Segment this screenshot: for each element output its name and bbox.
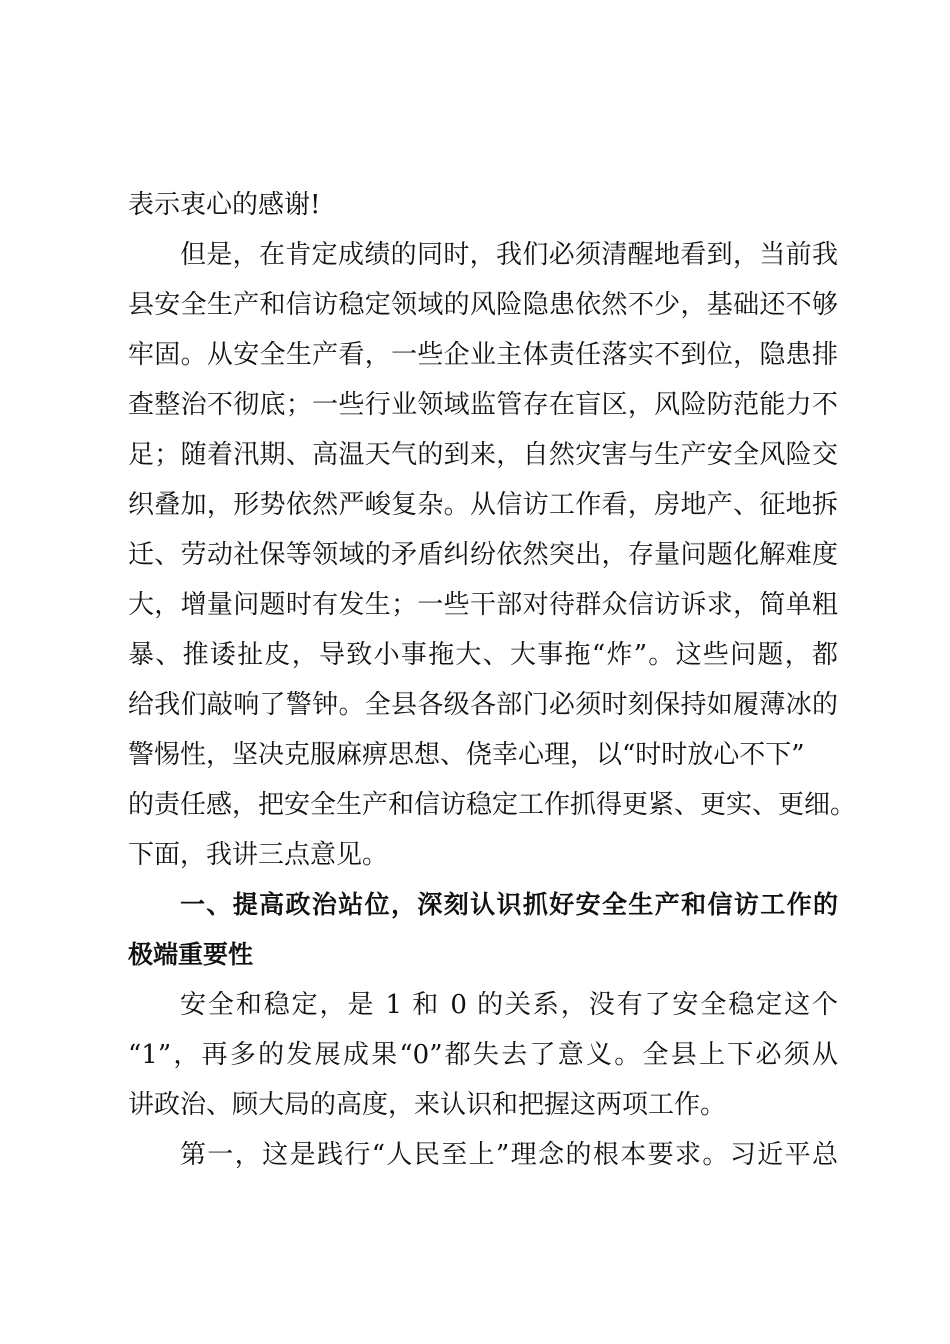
paragraph-line: 牢固。从安全生产看，一些企业主体责任落实不到位，隐患排: [128, 340, 838, 370]
paragraph-line: 的责任感，把安全生产和信访稳定工作抓得更紧、更实、更细。: [128, 790, 857, 820]
paragraph-line: 安全和稳定，是 1 和 0 的关系，没有了安全稳定这个: [180, 990, 838, 1020]
paragraph-line: 大，增量问题时有发生；一些干部对待群众信访诉求，简单粗: [128, 590, 838, 620]
paragraph-line: 迁、劳动社保等领域的矛盾纠纷依然突出，存量问题化解难度: [128, 540, 838, 570]
paragraph-line: 警惕性，坚决克服麻痹思想、侥幸心理，以“时时放心不下”: [128, 740, 805, 770]
paragraph-line: 足；随着汛期、高温天气的到来，自然灾害与生产安全风险交: [128, 440, 838, 470]
paragraph-line: 暴、推诿扯皮，导致小事拖大、大事拖“炸”。这些问题，都: [128, 640, 838, 670]
paragraph-line: 第一，这是践行“人民至上”理念的根本要求。习近平总: [180, 1140, 838, 1170]
paragraph-line: “1”，再多的发展成果“0”都失去了意义。全县上下必须从: [128, 1040, 838, 1070]
paragraph-line: 织叠加，形势依然严峻复杂。从信访工作看，房地产、征地拆: [128, 490, 838, 520]
section-heading: 一、提高政治站位，深刻认识抓好安全生产和信访工作的: [180, 890, 838, 919]
section-heading: 极端重要性: [128, 940, 254, 969]
paragraph-line: 讲政治、顾大局的高度，来认识和把握这两项工作。: [128, 1090, 727, 1120]
paragraph-line: 县安全生产和信访稳定领域的风险隐患依然不少，基础还不够: [128, 290, 838, 320]
paragraph-line: 下面，我讲三点意见。: [128, 840, 389, 870]
paragraph-line: 但是，在肯定成绩的同时，我们必须清醒地看到，当前我: [180, 240, 838, 270]
paragraph-line: 查整治不彻底；一些行业领域监管存在盲区，风险防范能力不: [128, 390, 838, 420]
paragraph-line: 给我们敲响了警钟。全县各级各部门必须时刻保持如履薄冰的: [128, 690, 838, 720]
paragraph-line: 表示衷心的感谢!: [128, 190, 321, 220]
